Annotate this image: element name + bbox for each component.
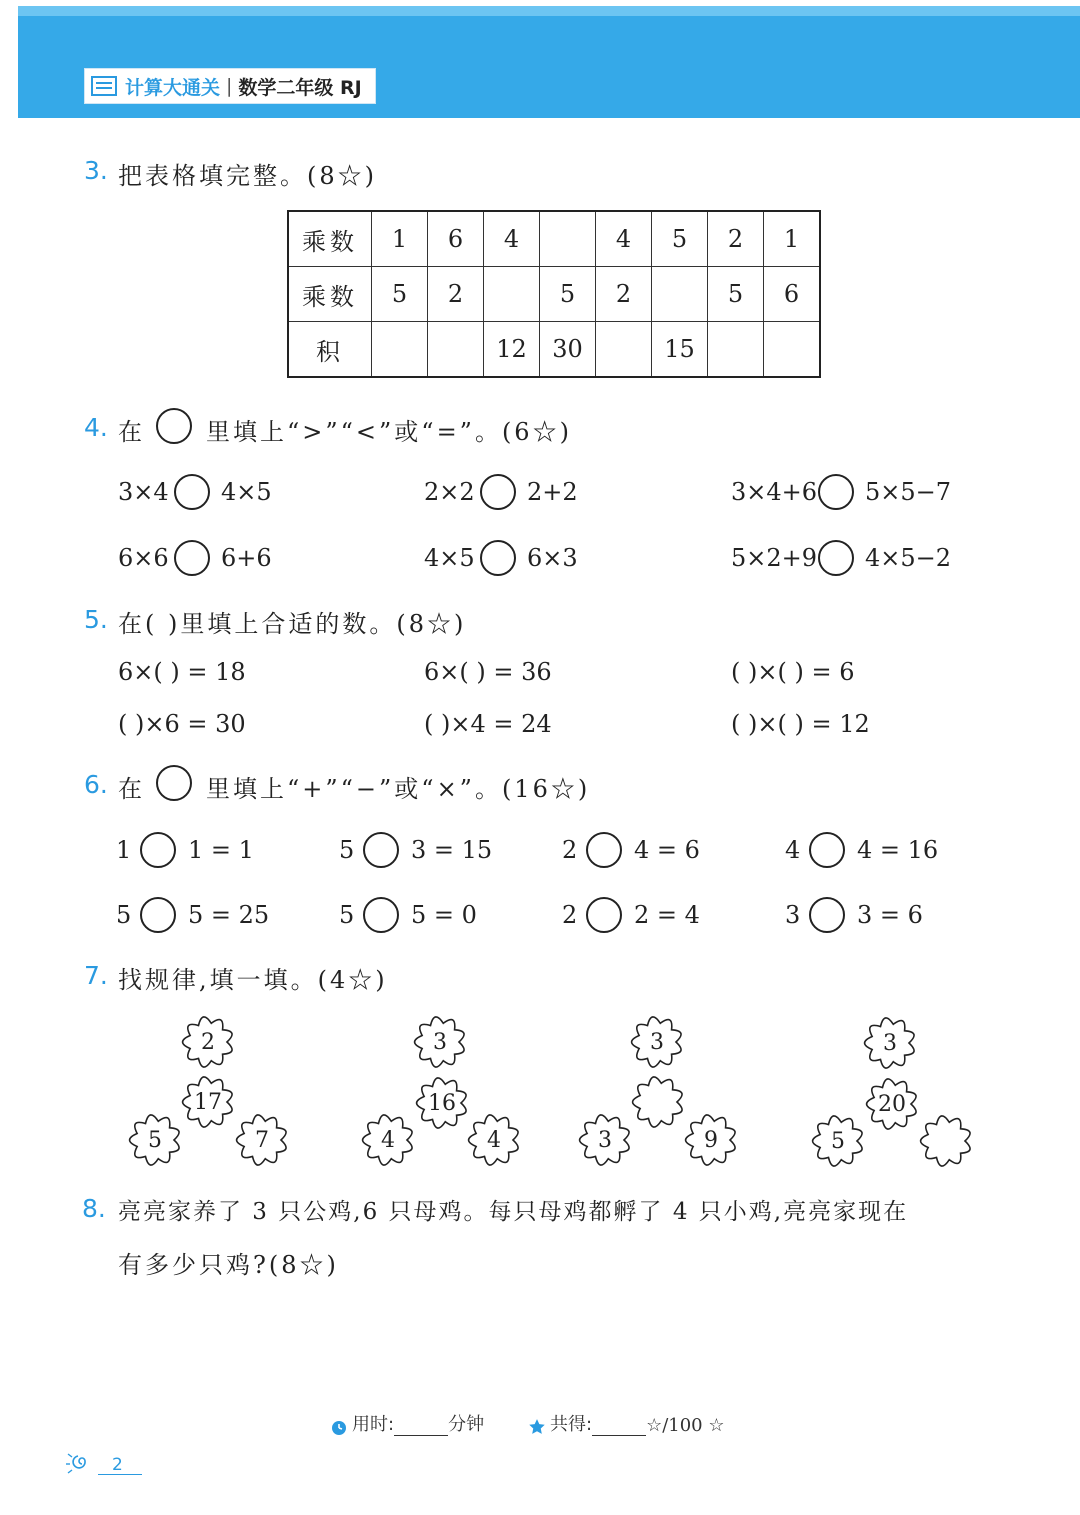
flower-value[interactable]: 17 xyxy=(194,1089,222,1115)
answer-circle[interactable] xyxy=(586,832,622,868)
table-cell[interactable] xyxy=(540,211,596,267)
flower-value[interactable]: 20 xyxy=(878,1091,906,1117)
compare-left: 2×2 xyxy=(424,478,475,506)
table-cell[interactable]: 1 xyxy=(764,211,821,267)
table-cell[interactable] xyxy=(372,322,428,378)
compare-right: 4×5 xyxy=(221,478,272,506)
q8-text-line1: 亮亮家养了 3 只公鸡,6 只母鸡。每只母鸡都孵了 4 只小鸡,亮亮家现在 xyxy=(118,1199,909,1225)
table-cell[interactable] xyxy=(596,322,652,378)
answer-circle[interactable] xyxy=(586,897,622,933)
table-row xyxy=(288,322,820,378)
operator-right: 3 = 6 xyxy=(857,901,923,929)
multiplication-table xyxy=(287,210,821,378)
time-used xyxy=(330,1410,484,1436)
fill-blank-equation[interactable]: 6×( ) = 18 xyxy=(118,658,246,686)
time-unit: 分钟 xyxy=(448,1414,485,1435)
flower-value: 4 xyxy=(381,1127,395,1153)
fill-blank-equation[interactable]: ( )×( ) = 6 xyxy=(731,658,855,686)
compare-right: 6×3 xyxy=(527,544,578,572)
q8-number: 8. xyxy=(82,1194,106,1223)
fill-blank-equation[interactable]: ( )×( ) = 12 xyxy=(731,710,870,738)
table-cell[interactable]: 12 xyxy=(484,322,540,378)
answer-circle[interactable] xyxy=(363,897,399,933)
page-number: 2 xyxy=(112,1455,123,1475)
flower-center xyxy=(864,1076,920,1132)
q5-text: 在( )里填上合适的数。(8☆) xyxy=(118,610,467,638)
page-number-underline xyxy=(98,1474,142,1475)
header-title-box xyxy=(84,68,376,104)
q4-text: 里填上“>”“<”或“=”。(6☆) xyxy=(206,418,572,446)
table-row xyxy=(288,267,820,322)
table-cell[interactable] xyxy=(428,322,484,378)
score-total xyxy=(528,1410,725,1436)
q4-text-prefix: 在 xyxy=(118,418,145,446)
table-cell[interactable] xyxy=(484,267,540,322)
flower-right xyxy=(918,1113,974,1169)
table-cell[interactable]: 6 xyxy=(764,267,821,322)
header-stripe xyxy=(18,6,1080,16)
operator-left: 2 xyxy=(562,901,578,929)
operator-right: 5 = 25 xyxy=(188,901,270,929)
flower-top xyxy=(412,1014,468,1070)
operator-right: 5 = 0 xyxy=(411,901,477,929)
q7-number: 7. xyxy=(84,961,108,990)
flower-center xyxy=(180,1074,236,1130)
operator-right: 4 = 16 xyxy=(857,836,939,864)
compare-left: 4×5 xyxy=(424,544,475,572)
table-cell[interactable] xyxy=(708,322,764,378)
q4-number: 4. xyxy=(84,413,108,442)
row-header: 乘数 xyxy=(288,267,372,322)
flower-value: 7 xyxy=(255,1127,269,1153)
table-cell[interactable]: 30 xyxy=(540,322,596,378)
flower-left xyxy=(577,1112,633,1168)
operator-left: 5 xyxy=(116,901,132,929)
table-cell[interactable]: 15 xyxy=(652,322,708,378)
star-icon xyxy=(528,1418,546,1436)
flower-value[interactable] xyxy=(630,1074,686,1130)
score-blank[interactable] xyxy=(592,1417,646,1436)
compare-right: 5×5−7 xyxy=(865,478,952,506)
table-cell[interactable]: 1 xyxy=(372,211,428,267)
answer-circle[interactable] xyxy=(818,540,854,576)
flower-value[interactable] xyxy=(918,1113,974,1169)
table-cell[interactable]: 4 xyxy=(596,211,652,267)
flower-right xyxy=(466,1112,522,1168)
answer-circle[interactable] xyxy=(480,540,516,576)
compare-left: 3×4+6 xyxy=(731,478,818,506)
time-blank[interactable] xyxy=(394,1417,448,1436)
flower-value: 9 xyxy=(704,1127,718,1153)
title-separator: | xyxy=(226,75,233,97)
operator-right: 4 = 6 xyxy=(634,836,700,864)
answer-circle[interactable] xyxy=(174,474,210,510)
answer-circle[interactable] xyxy=(480,474,516,510)
operator-left: 3 xyxy=(785,901,801,929)
header-banner xyxy=(18,6,1080,118)
answer-circle[interactable] xyxy=(140,832,176,868)
answer-circle[interactable] xyxy=(174,540,210,576)
flower-left xyxy=(810,1113,866,1169)
q6-text: 里填上“+”“−”或“×”。(16☆) xyxy=(206,775,591,803)
answer-circle[interactable] xyxy=(809,897,845,933)
book-icon xyxy=(91,75,117,97)
answer-circle[interactable] xyxy=(809,832,845,868)
clock-icon xyxy=(330,1418,348,1436)
q6-number: 6. xyxy=(84,770,108,799)
table-cell[interactable]: 2 xyxy=(708,211,764,267)
time-label: 用时: xyxy=(352,1414,395,1435)
operator-left: 5 xyxy=(339,901,355,929)
sun-spiral-icon xyxy=(66,1450,98,1476)
flower-top xyxy=(862,1015,918,1071)
fill-blank-equation[interactable]: ( )×6 = 30 xyxy=(118,710,246,738)
compare-left: 3×4 xyxy=(118,478,169,506)
table-cell[interactable]: 4 xyxy=(484,211,540,267)
q6-text-prefix: 在 xyxy=(118,775,145,803)
flower-top xyxy=(180,1014,236,1070)
operator-left: 4 xyxy=(785,836,801,864)
answer-circle xyxy=(156,408,192,444)
table-cell[interactable]: 6 xyxy=(428,211,484,267)
flower-center xyxy=(414,1075,470,1131)
compare-right: 4×5−2 xyxy=(865,544,952,572)
table-row xyxy=(288,211,820,267)
answer-circle[interactable] xyxy=(140,897,176,933)
operator-left: 5 xyxy=(339,836,355,864)
flower-value: 3 xyxy=(883,1030,897,1056)
table-cell[interactable]: 5 xyxy=(372,267,428,322)
row-header: 乘数 xyxy=(288,211,372,267)
operator-right: 3 = 15 xyxy=(411,836,493,864)
q5-number: 5. xyxy=(84,605,108,634)
q8-text-line2: 有多少只鸡?(8☆) xyxy=(118,1251,339,1279)
table-cell[interactable]: 2 xyxy=(596,267,652,322)
answer-circle xyxy=(156,765,192,801)
table-cell[interactable] xyxy=(652,267,708,322)
compare-left: 6×6 xyxy=(118,544,169,572)
flower-value[interactable]: 16 xyxy=(428,1090,456,1116)
flower-right xyxy=(683,1112,739,1168)
operator-right: 2 = 4 xyxy=(634,901,700,929)
answer-circle[interactable] xyxy=(363,832,399,868)
flower-value: 5 xyxy=(148,1127,162,1153)
q3-text: 把表格填完整。(8☆) xyxy=(118,162,377,190)
q7-text: 找规律,填一填。(4☆) xyxy=(118,966,388,994)
series-title: 计算大通关 xyxy=(125,76,221,99)
compare-right: 6+6 xyxy=(221,544,272,572)
table-cell[interactable] xyxy=(764,322,821,378)
subject-title: 数学二年级 RJ xyxy=(238,76,362,99)
score-total-value: ☆/100 ☆ xyxy=(646,1415,725,1436)
flower-top xyxy=(629,1014,685,1070)
operator-left: 1 xyxy=(116,836,132,864)
flower-value: 3 xyxy=(598,1127,612,1153)
flower-value: 5 xyxy=(831,1128,845,1154)
table-cell[interactable]: 2 xyxy=(428,267,484,322)
q3-number: 3. xyxy=(84,156,108,185)
flower-right xyxy=(234,1112,290,1168)
table-cell[interactable]: 5 xyxy=(652,211,708,267)
fill-blank-equation[interactable]: 6×( ) = 36 xyxy=(424,658,552,686)
compare-right: 2+2 xyxy=(527,478,578,506)
score-label: 共得: xyxy=(550,1414,593,1435)
flower-value: 2 xyxy=(201,1029,215,1055)
flower-value: 4 xyxy=(487,1127,501,1153)
flower-value: 3 xyxy=(433,1029,447,1055)
operator-right: 1 = 1 xyxy=(188,836,254,864)
table-cell[interactable]: 5 xyxy=(708,267,764,322)
flower-center xyxy=(630,1074,686,1130)
flower-left xyxy=(127,1112,183,1168)
flower-value: 3 xyxy=(650,1029,664,1055)
flower-left xyxy=(360,1112,416,1168)
row-header: 积 xyxy=(288,322,372,378)
answer-circle[interactable] xyxy=(818,474,854,510)
fill-blank-equation[interactable]: ( )×4 = 24 xyxy=(424,710,552,738)
table-cell[interactable]: 5 xyxy=(540,267,596,322)
operator-left: 2 xyxy=(562,836,578,864)
compare-left: 5×2+9 xyxy=(731,544,818,572)
